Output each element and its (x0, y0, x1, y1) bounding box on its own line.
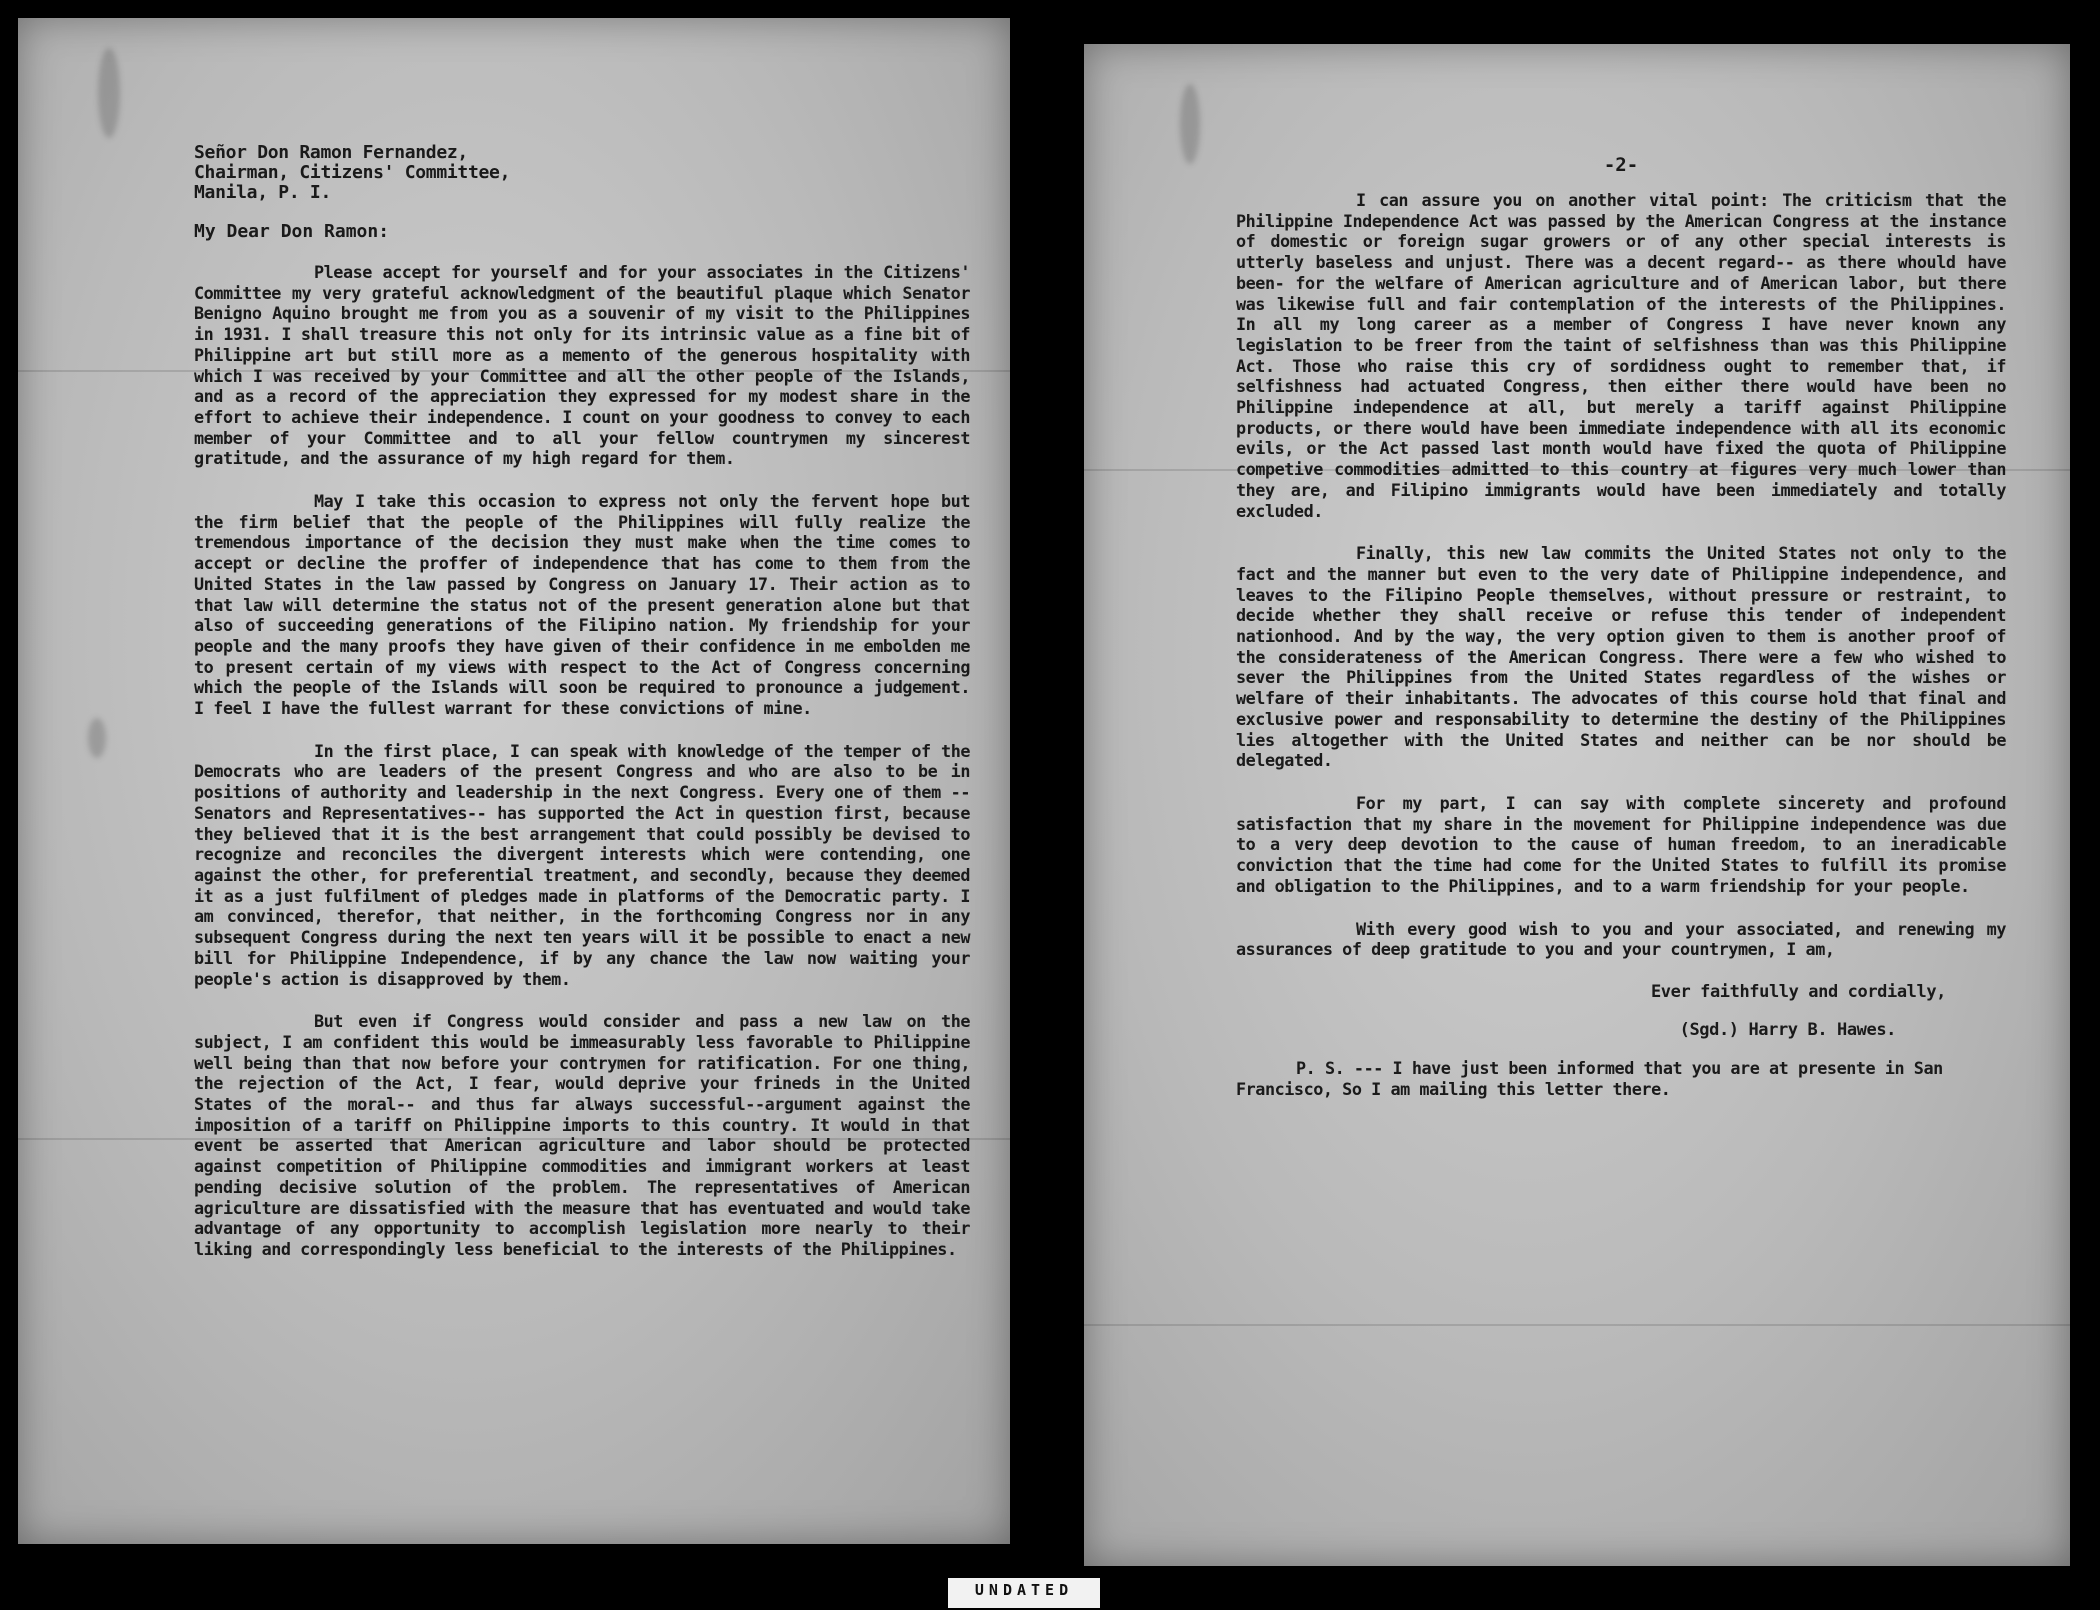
letter-page-2 (1084, 44, 2070, 1566)
addressee-line: Chairman, Citizens' Committee, (194, 162, 511, 183)
paragraph: May I take this occasion to express not only the fervent hope but the firm belief that the people of the Philippines will fully realize the tremendous importance of the decision they must make when the time comes to accept or decline the proffer of independence that has come to them from the United States in the law passed by Congress on January 17. Their action as to that law will determine the status not of the present generation alone but that also of succeeding generations of the Filipino nation. My friendship for your people and the many proofs they have given of their confidence in me embolden me to present certain of my views with respect to the Act of Congress concerning which the people of the Islands will soon be required to pronounce a judgement. I feel I have the fullest warrant for these convictions of mine. (194, 491, 970, 719)
letter-page-1 (18, 18, 1010, 1544)
footer-stamp: UNDATED (946, 1576, 1102, 1610)
paragraph: I can assure you on another vital point: The criticism that the Philippine Independence Act was passed by the American Congress at the instance of domestic or foreign sugar growers or of any other special interests is utterly baseless and unjust. There was a decent regard-- as there whould have been- for the welfare of American agriculture and of American labor, but there was likewise full and fair contemplation of the interests of the Philippines. In all my long career as a member of Congress I have never known any legislation to be freer from the taint of selfishness than was this Philippine Act. Those who raise this cry of sordidness ought to remember that, if selfishness had actuated Congress, then either there would have been no Philippine independence at all, but merely a tariff against Philippine products, or there would have been immediate independence with all its economic evils, or the Act passed last month would have fixed the quota of Philippine competive commodities admitted to this country at figures very much lower than they are, and Filipino immigrants would have been immediately and totally excluded. (1236, 190, 2006, 521)
fold-line (18, 1138, 1010, 1140)
stain (88, 718, 106, 758)
fold-line (1084, 1324, 2070, 1326)
addressee-line: Señor Don Ramon Fernandez, (194, 142, 468, 163)
paragraph: Please accept for yourself and for your associates in the Citizens' Committee my very grateful acknowledgment of the beautiful plaque which Senator Benigno Aquino brought me from you as a souvenir of my visit to the Philippines in 1931. I shall treasure this not only for its intrinsic value as a fine bit of Philippine art but still more as a memento of the generous hospitality with which I was received by your Committee and all the other people of the Islands, and as a record of the appreciation they expressed for my modest share in the effort to achieve their independence. I count on your goodness to convey to each member of your Committee and to all your fellow countrymen my sincerest gratitude, and the assurance of my high regard for them. (194, 262, 970, 469)
fold-line (18, 370, 1010, 372)
paragraph: In the first place, I can speak with knowledge of the temper of the Democrats who are leaders of the present Congress and who are also to be in positions of authority and leadership in the next Congress. Every one of them --Senators and Representatives-- has supported the Act in question first, because they believed that it is the best arrangement that could possibly be devised to recognize and reconciles the divergent interests which were contending, one against the other, for preferential treatment, and secondly, because they deemed it as a just fulfilment of pledges made in platforms of the Democratic party. I am convinced, therefor, that neither, in the forthcoming Congress nor in any subsequent Congress during the next ten years will it be possible to enact a new bill for Philippine Independence, if by any chance the law now waiting your people's action is disapproved by them. (194, 740, 970, 989)
stain (98, 48, 120, 138)
fold-line (1084, 469, 2070, 471)
stain (1180, 84, 1200, 164)
signature: (Sgd.) Harry B. Hawes. (1679, 1019, 1896, 1040)
addressee-line: Manila, P. I. (194, 182, 331, 203)
closing: Ever faithfully and cordially, (1650, 981, 1946, 1002)
paragraph: With every good wish to you and your associated, and renewing my assurances of deep gratitude to you and your countrymen, I am, (1236, 918, 2006, 960)
salutation: My Dear Don Ramon: (194, 221, 390, 242)
paragraph: But even if Congress would consider and pass a new law on the subject, I am confident this would be immeasurably less favorable to Philippine well being than that now before your contrymen for ratification. For one thing, the rejection of the Act, I fear, would deprive your frineds in the United States of the moral-- and thus far always successful--argument against the imposition of a tariff on Philippine imports to this country. It would in that event be asserted that American agriculture and labor should be protected against competition of Philippine commodities and immigrant workers at least pending decisive solution of the problem. The representatives of American agriculture are dissatisfied with the measure that has eventuated and would take advantage of any opportunity to accomplish legislation more nearly to their liking and correspondingly less beneficial to the interests of the Philippines. (194, 1011, 970, 1259)
addressee-block (194, 143, 970, 203)
page-number: -2- (1603, 154, 1639, 176)
paragraph: Finally, this new law commits the United States not only to the fact and the manner but even to the very date of Philippine independence, and leaves to the Filipino People themselves, without pressure or restraint, to decide whether they shall receive or refuse this tender of independent nationhood. And by the way, the very option given to them is another proof of the considerateness of the American Congress. There were a few who wished to sever the Philippines from the United States regardless of the wishes or welfare of their inhabitants. The advocates of this course hold that final and exclusive power and responsability to determine the destiny of the Philippines lies altogether with the United States and neither can be nor should be delegated. (1236, 543, 2006, 771)
postscript: P. S. --- I have just been informed that you are at presente in San Francisco, So I am mailing this letter there. (1236, 1057, 1943, 1099)
paragraph: For my part, I can say with complete sincerety and profound satisfaction that my share in the movement for Philippine independence was due to a very deep devotion to the cause of human freedom, to an ineradicable conviction that the time had come for the United States to fulfill its promise and obligation to the Philippines, and to a warm friendship for your people. (1236, 792, 2006, 896)
